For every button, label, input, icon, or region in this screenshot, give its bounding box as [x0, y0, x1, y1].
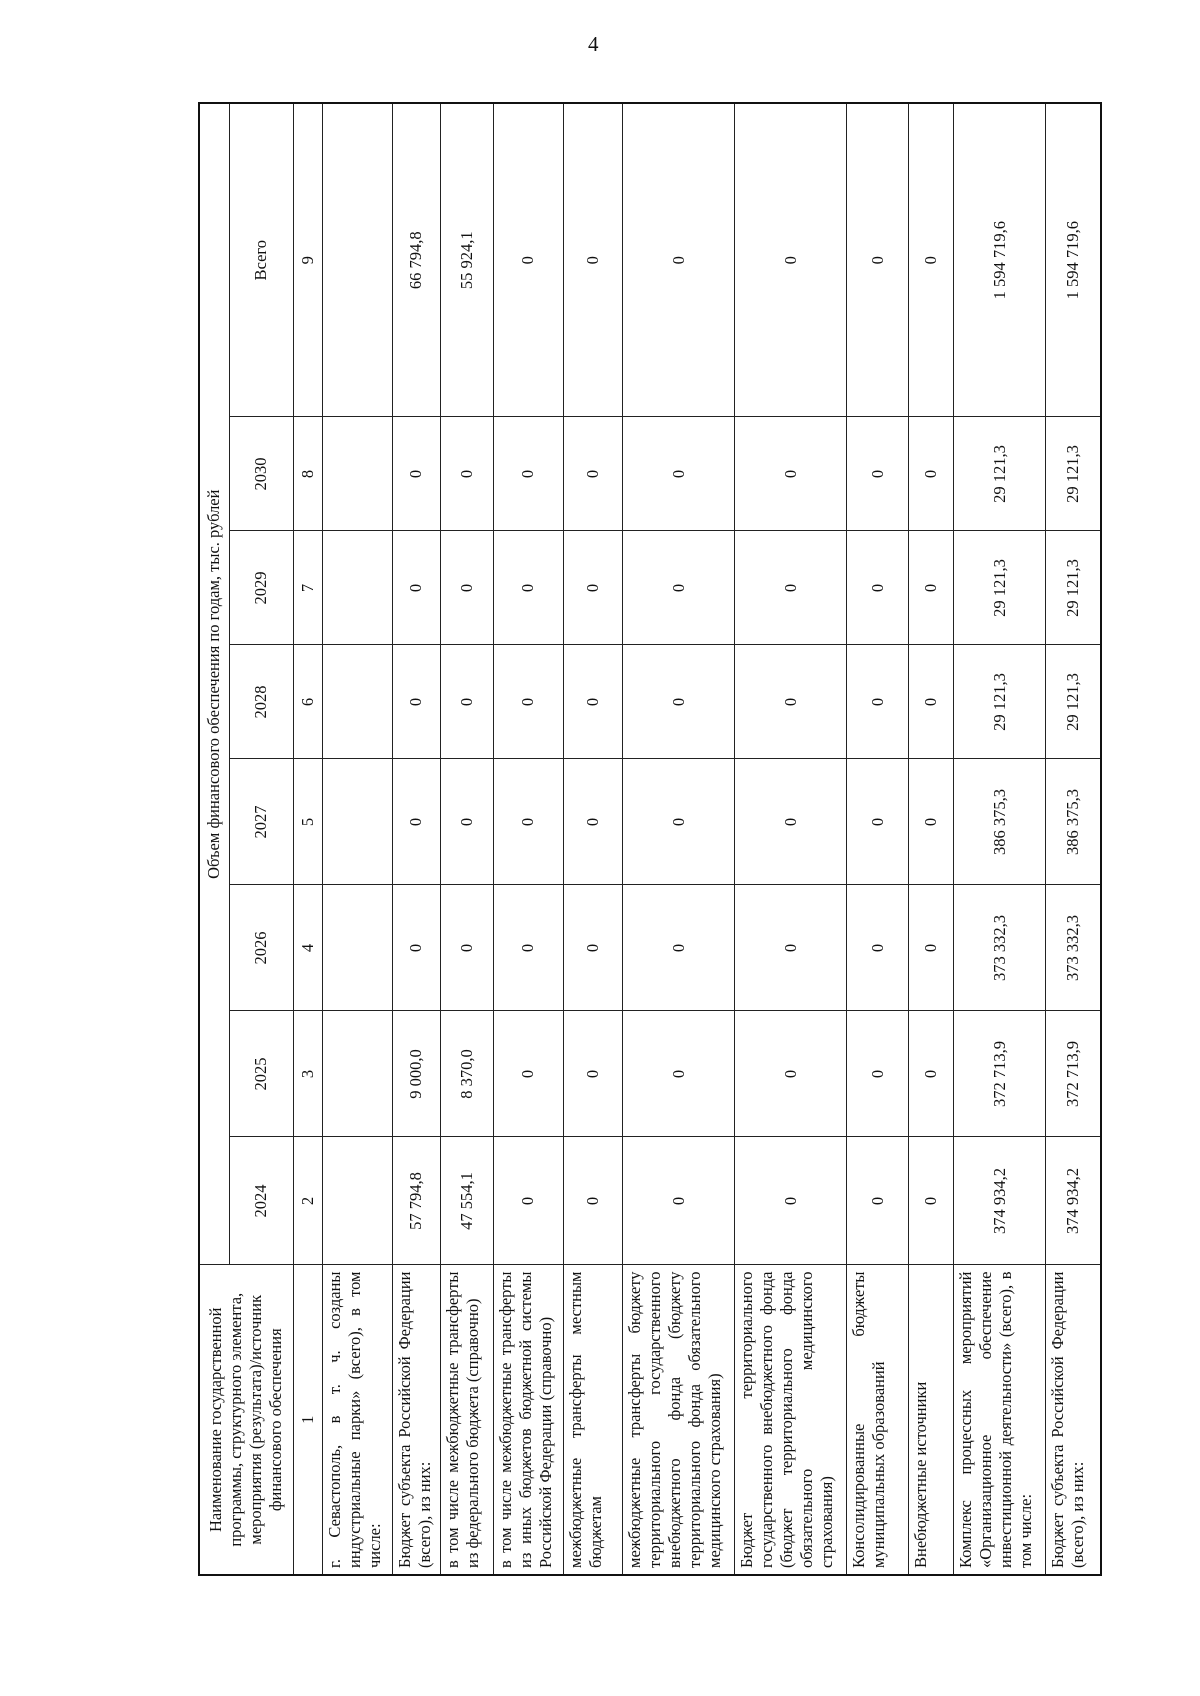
table-row	[563, 103, 623, 1575]
row-value-cell	[323, 417, 392, 531]
row-total-cell: 0	[494, 103, 563, 417]
column-index-cell: 1	[293, 1265, 323, 1575]
row-total-cell: 1 594 719,6	[954, 103, 1046, 417]
row-value-cell: 0	[847, 759, 909, 885]
row-value-cell: 0	[563, 645, 623, 759]
column-index-cell: 5	[293, 759, 323, 885]
row-name-cell: Бюджет субъекта Российской Федерации (всего), из них:	[392, 1265, 440, 1575]
row-value-cell: 374 934,2	[1045, 1137, 1101, 1265]
row-value-cell: 374 934,2	[954, 1137, 1046, 1265]
row-name-cell: Бюджет субъекта Российской Федерации (всего), из них:	[1045, 1265, 1101, 1575]
table-row	[735, 103, 847, 1575]
row-value-cell: 386 375,3	[954, 759, 1046, 885]
table-row	[623, 103, 735, 1575]
page-number: 4	[588, 32, 599, 56]
row-value-cell: 0	[847, 885, 909, 1011]
header-year: 2028	[229, 645, 293, 759]
row-value-cell: 29 121,3	[954, 417, 1046, 531]
row-name-cell: в том числе межбюджетные трансферты из иных бюджетов бюджетной системы Российской Федерации (справочно)	[494, 1265, 563, 1575]
row-value-cell: 0	[494, 1137, 563, 1265]
row-value-cell: 8 370,0	[440, 1011, 493, 1137]
row-value-cell	[323, 1137, 392, 1265]
row-total-cell: 0	[563, 103, 623, 417]
row-name-cell: г. Севастополь, в т. ч. созданы индустриальные парки» (всего), в том числе:	[323, 1265, 392, 1575]
column-index-cell: 8	[293, 417, 323, 531]
header-year: 2024	[229, 1137, 293, 1265]
row-name-cell: Бюджет территориального государственного внебюджетного фонда (бюджет территориального фонда обязательного медицинского страхования)	[735, 1265, 847, 1575]
row-value-cell: 0	[909, 759, 954, 885]
row-value-cell: 0	[735, 645, 847, 759]
row-value-cell: 29 121,3	[1045, 645, 1101, 759]
header-year: 2026	[229, 885, 293, 1011]
row-value-cell	[323, 1011, 392, 1137]
row-value-cell: 29 121,3	[954, 531, 1046, 645]
table-row	[1045, 103, 1101, 1575]
header-year: 2025	[229, 1011, 293, 1137]
row-total-cell: 0	[623, 103, 735, 417]
row-name-cell: межбюджетные трансферты бюджету территориального государственного внебюджетного фонда (бюджету территориального фонда обязательного медицинского страхования)	[623, 1265, 735, 1575]
column-index-cell: 7	[293, 531, 323, 645]
row-value-cell	[323, 759, 392, 885]
row-value-cell: 0	[909, 417, 954, 531]
table-row	[392, 103, 440, 1575]
row-value-cell: 0	[563, 1011, 623, 1137]
row-value-cell: 0	[909, 885, 954, 1011]
row-value-cell: 0	[847, 1011, 909, 1137]
row-value-cell: 0	[847, 645, 909, 759]
financing-table	[198, 102, 1102, 1576]
row-value-cell	[323, 645, 392, 759]
row-value-cell: 0	[494, 645, 563, 759]
header-year: 2030	[229, 417, 293, 531]
row-value-cell: 0	[494, 1011, 563, 1137]
row-value-cell: 57 794,8	[392, 1137, 440, 1265]
row-value-cell: 0	[440, 645, 493, 759]
row-value-cell: 372 713,9	[954, 1011, 1046, 1137]
row-value-cell: 0	[494, 417, 563, 531]
column-index-cell: 2	[293, 1137, 323, 1265]
row-total-cell: 0	[847, 103, 909, 417]
row-value-cell: 0	[563, 417, 623, 531]
row-value-cell: 0	[847, 1137, 909, 1265]
row-value-cell: 0	[440, 417, 493, 531]
row-value-cell: 372 713,9	[1045, 1011, 1101, 1137]
row-value-cell: 0	[735, 417, 847, 531]
row-name-cell: Консолидированные бюджеты муниципальных образований	[847, 1265, 909, 1575]
row-value-cell: 0	[909, 1011, 954, 1137]
row-value-cell: 29 121,3	[1045, 531, 1101, 645]
row-name-cell: Комплекс процессных мероприятий «Организационное обеспечение инвестиционной деятельности» (всего), в том числе:	[954, 1265, 1046, 1575]
table-row	[323, 103, 392, 1575]
row-value-cell: 9 000,0	[392, 1011, 440, 1137]
row-name-cell: в том числе межбюджетные трансферты из федерального бюджета (справочно)	[440, 1265, 493, 1575]
row-value-cell: 0	[623, 885, 735, 1011]
header-year: 2027	[229, 759, 293, 885]
table-row	[909, 103, 954, 1575]
row-value-cell: 0	[392, 759, 440, 885]
column-index-cell: 3	[293, 1011, 323, 1137]
document-table-rotated	[198, 104, 1102, 1576]
row-value-cell: 47 554,1	[440, 1137, 493, 1265]
table-row	[847, 103, 909, 1575]
row-total-cell: 0	[735, 103, 847, 417]
row-value-cell: 0	[735, 759, 847, 885]
header-name-column: Наименование государственной программы, структурного элемента, мероприятия (результата)/источник финансового обеспечения	[199, 1265, 293, 1575]
row-value-cell: 0	[440, 759, 493, 885]
row-value-cell: 0	[623, 531, 735, 645]
row-value-cell: 0	[623, 1011, 735, 1137]
column-index-cell: 4	[293, 885, 323, 1011]
row-value-cell: 0	[392, 417, 440, 531]
row-value-cell: 0	[563, 531, 623, 645]
row-value-cell: 0	[623, 1137, 735, 1265]
column-index-cell: 6	[293, 645, 323, 759]
column-index-row	[293, 103, 323, 1575]
row-value-cell: 0	[735, 531, 847, 645]
row-total-cell: 66 794,8	[392, 103, 440, 417]
row-value-cell: 0	[623, 759, 735, 885]
row-value-cell: 386 375,3	[1045, 759, 1101, 885]
row-value-cell: 0	[563, 759, 623, 885]
row-total-cell	[323, 103, 392, 417]
header-financing-group: Объем финансового обеспечения по годам, тыс. рублей	[199, 103, 229, 1265]
column-index-cell: 9	[293, 103, 323, 417]
row-value-cell: 29 121,3	[1045, 417, 1101, 531]
row-value-cell: 0	[494, 759, 563, 885]
row-value-cell: 0	[847, 531, 909, 645]
row-total-cell: 1 594 719,6	[1045, 103, 1101, 417]
header-year: 2029	[229, 531, 293, 645]
row-value-cell: 0	[735, 885, 847, 1011]
row-total-cell: 0	[909, 103, 954, 417]
row-value-cell: 0	[563, 1137, 623, 1265]
row-value-cell: 0	[909, 645, 954, 759]
table-row	[494, 103, 563, 1575]
table-row	[954, 103, 1046, 1575]
row-name-cell: Внебюджетные источники	[909, 1265, 954, 1575]
row-total-cell: 55 924,1	[440, 103, 493, 417]
row-name-cell: межбюджетные трансферты местным бюджетам	[563, 1265, 623, 1575]
row-value-cell	[323, 885, 392, 1011]
row-value-cell	[323, 531, 392, 645]
row-value-cell: 29 121,3	[954, 645, 1046, 759]
row-value-cell: 0	[623, 645, 735, 759]
row-value-cell: 0	[494, 885, 563, 1011]
row-value-cell: 0	[440, 531, 493, 645]
row-value-cell: 0	[623, 417, 735, 531]
row-value-cell: 0	[392, 885, 440, 1011]
row-value-cell: 0	[909, 531, 954, 645]
row-value-cell: 0	[735, 1011, 847, 1137]
row-value-cell: 0	[392, 531, 440, 645]
row-value-cell: 0	[735, 1137, 847, 1265]
row-value-cell: 0	[847, 417, 909, 531]
row-value-cell: 0	[563, 885, 623, 1011]
row-value-cell: 373 332,3	[954, 885, 1046, 1011]
table-row	[440, 103, 493, 1575]
row-value-cell: 373 332,3	[1045, 885, 1101, 1011]
row-value-cell: 0	[440, 885, 493, 1011]
row-value-cell: 0	[392, 645, 440, 759]
row-value-cell: 0	[909, 1137, 954, 1265]
header-total: Всего	[229, 103, 293, 417]
row-value-cell: 0	[494, 531, 563, 645]
